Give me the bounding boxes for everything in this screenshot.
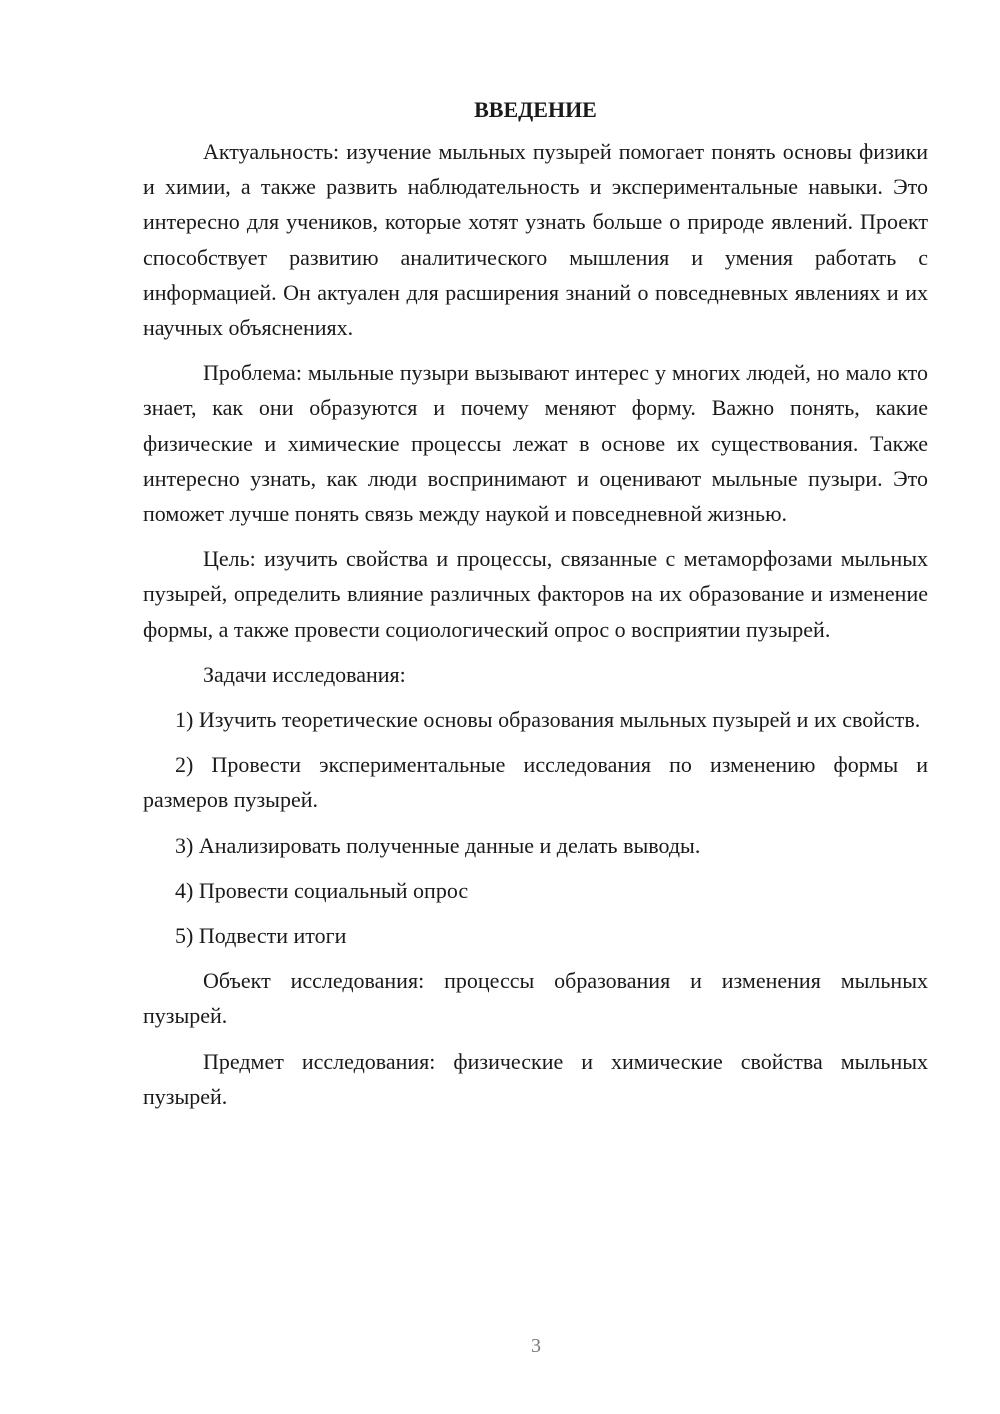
goal-paragraph: Цель: изучить свойства и процессы, связанные с метаморфозами мыльных пузырей, определить влияние различных факторов на их образование и изменение формы, а также провести социологический опрос о восприятии пузырей. — [143, 546, 928, 642]
page-content — [143, 92, 928, 1114]
task-item: 1) Изучить теоретические основы образования мыльных пузырей и их свойств. — [175, 707, 921, 733]
page-title: ВВЕДЕНИЕ — [474, 97, 597, 122]
task-item: 5) Подвести итоги — [175, 923, 347, 949]
page-number: 3 — [531, 1335, 541, 1357]
object-paragraph: Объект исследования: процессы образования и изменения мыльных пузырей. — [143, 968, 928, 1029]
subject-paragraph: Предмет исследования: физические и химические свойства мыльных пузырей. — [143, 1048, 928, 1109]
tasks-heading: Задачи исследования: — [203, 661, 406, 687]
task-item: 4) Провести социальный опрос — [175, 877, 469, 903]
problem-paragraph: Проблема: мыльные пузыри вызывают интерес у многих людей, но мало кто знает, как они образуются и почему меняют форму. Важно понять, какие физические и химические процессы лежат в основе их существования. Также интересно узнать, как люди воспринимают и оценивают мыльные пузыри. Это поможет лучше понять связь между наукой и повседневной жизнью. — [143, 360, 928, 527]
relevance-paragraph: Актуальность: изучение мыльных пузырей помогает понять основы физики и химии, а также развить наблюдательность и экспериментальные навыки. Это интересно для учеников, которые хотят узнать больше о природе явлений. Проект способствует развитию аналитического мышления и умения работать с информацией. Он актуален для расширения знаний о повседневных явлениях и их научных объяснениях. — [143, 139, 928, 341]
task-item: 2) Провести экспериментальные исследования по изменению формы и размеров пузырей. — [143, 752, 928, 813]
task-item: 3) Анализировать полученные данные и делать выводы. — [175, 832, 701, 858]
